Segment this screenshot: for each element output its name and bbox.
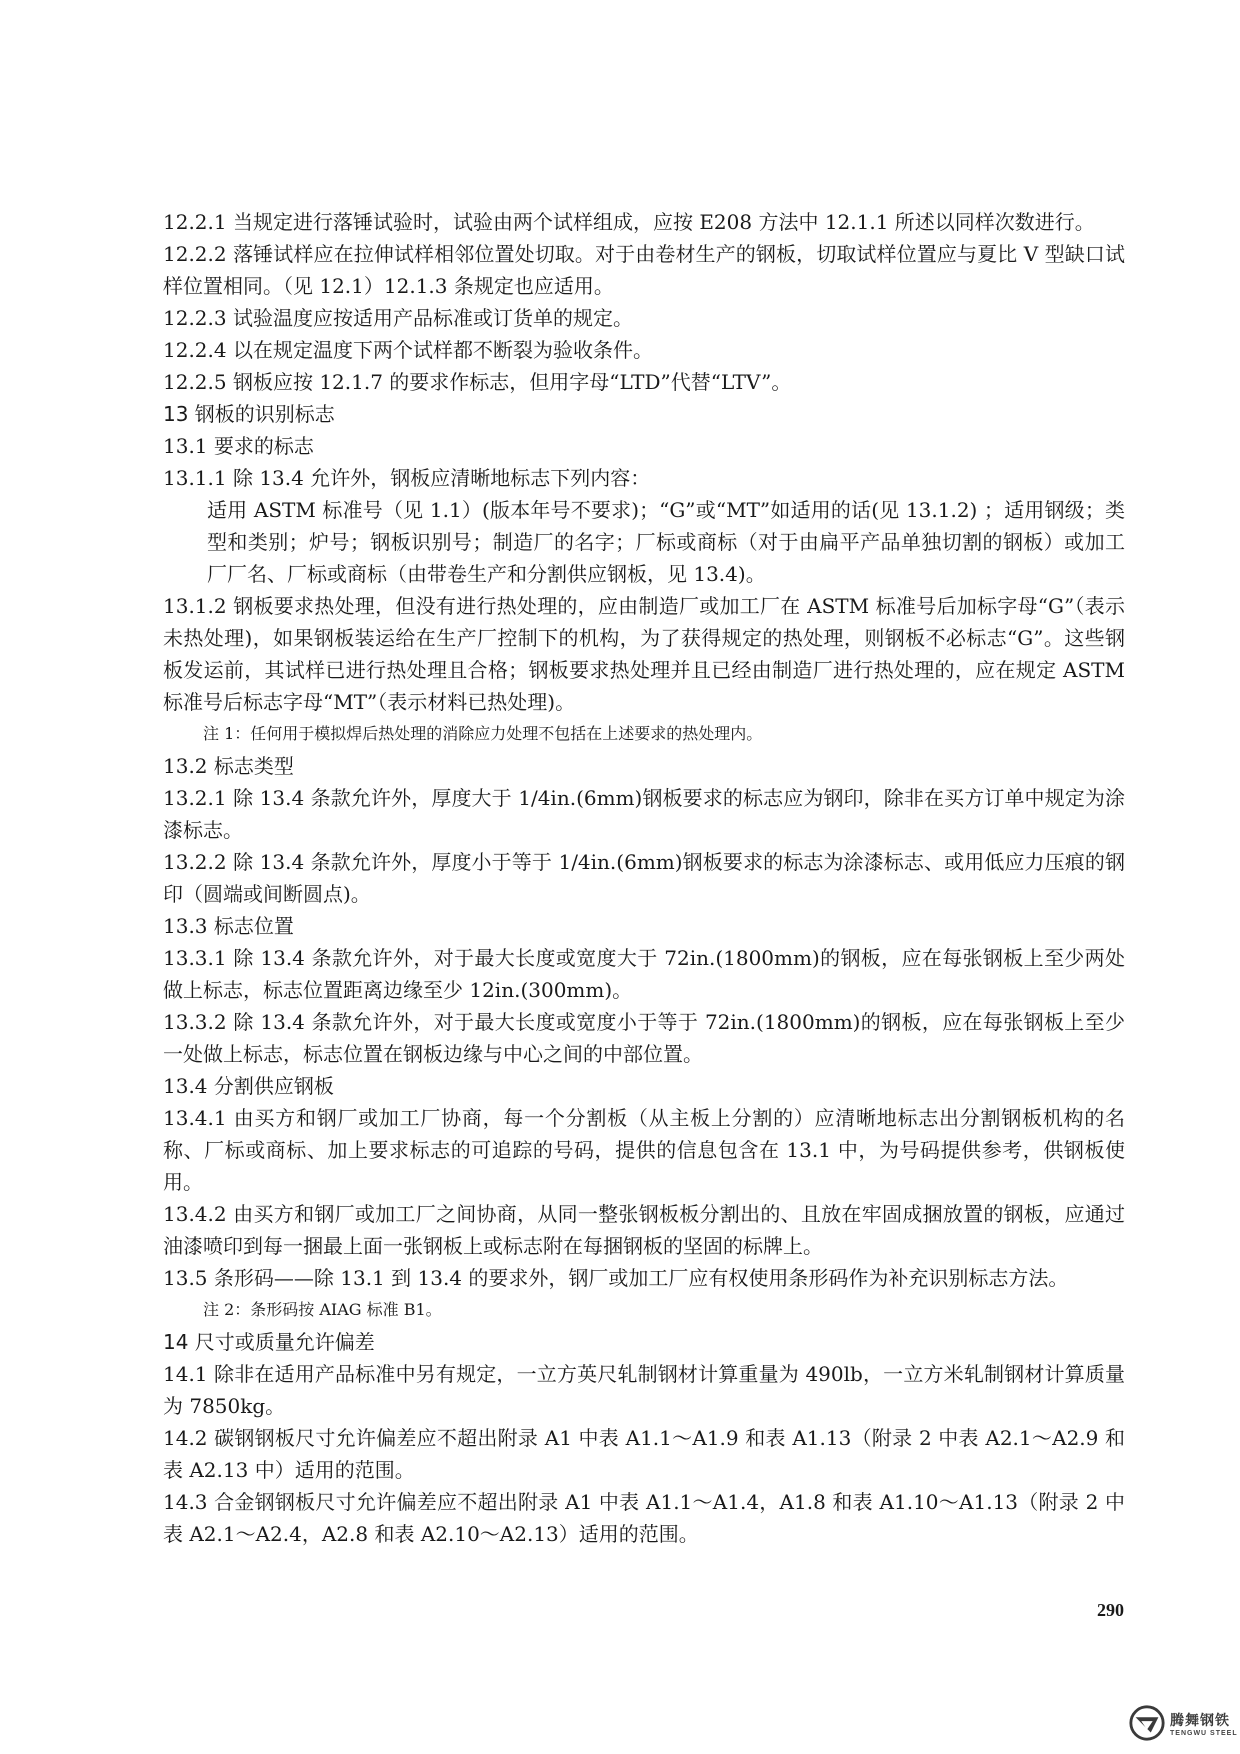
clause-13-2-1: 13.2.1 除 13.4 条款允许外，厚度大于 1/4in.(6mm)钢板要求的标志应为钢印，除非在买方订单中规定为涂漆标志。 <box>163 786 1125 842</box>
clause-13-1-1: 13.1.1 除 13.4 允许外，钢板应清晰地标志下列内容： <box>163 466 651 490</box>
clause-13-3: 13.3 标志位置 <box>163 914 294 938</box>
clause-13-2: 13.2 标志类型 <box>163 754 294 778</box>
page-number: 290 <box>1097 1600 1124 1620</box>
clause-13-1: 13.1 要求的标志 <box>163 434 314 458</box>
clause-12-2-4: 12.2.4 以在规定温度下两个试样都不断裂为验收条件。 <box>163 338 653 362</box>
logo-chinese-name: 腾舞钢铁 <box>1170 1712 1230 1729</box>
clause-13-5: 13.5 条形码——除 13.1 到 13.4 的要求外，钢厂或加工厂应有权使用条形码作为补充识别标志方法。 <box>163 1266 1069 1290</box>
note-2: 注 2：条形码按 AIAG 标准 B1。 <box>203 1300 442 1319</box>
section-heading-14: 14 尺寸或质量允许偏差 <box>163 1330 375 1354</box>
clause-13-3-1: 13.3.1 除 13.4 条款允许外，对于最大长度或宽度大于 72in.(1800mm)的钢板，应在每张钢板上至少两处做上标志，标志位置距离边缘至少 12in.(300mm)。 <box>163 946 1125 1002</box>
clause-14-3: 14.3 合金钢钢板尺寸允许偏差应不超出附录 A1 中表 A1.1～A1.4，A1.8 和表 A1.10～A1.13（附录 2 中表 A2.1～A2.4，A2.8 和表 A2.10～A2.13）适用的范围。 <box>163 1490 1125 1546</box>
section-heading-13: 13 钢板的识别标志 <box>163 402 335 426</box>
clause-13-4-1: 13.4.1 由买方和钢厂或加工厂协商，每一个分割板（从主板上分割的）应清晰地标志出分割钢板机构的名称、厂标或商标、加上要求标志的可追踪的号码，提供的信息包含在 13.1 中，为号码提供参考，供钢板使用。 <box>163 1106 1125 1194</box>
note-1: 注 1：任何用于模拟焊后热处理的消除应力处理不包括在上述要求的热处理内。 <box>203 724 763 743</box>
clause-13-2-2: 13.2.2 除 13.4 条款允许外，厚度小于等于 1/4in.(6mm)钢板要求的标志为涂漆标志、或用低应力压痕的钢印（圆端或间断圆点)。 <box>163 850 1125 906</box>
clause-12-2-5: 12.2.5 钢板应按 12.1.7 的要求作标志，但用字母“LTD”代替“LTV”。 <box>163 370 792 394</box>
clause-14-2: 14.2 碳钢钢板尺寸允许偏差应不超出附录 A1 中表 A1.1～A1.9 和表 A1.13（附录 2 中表 A2.1～A2.9 和表 A2.13 中）适用的范围。 <box>163 1426 1125 1482</box>
tengwu-logo-icon <box>1128 1704 1166 1746</box>
brand-logo <box>1128 1700 1240 1750</box>
clause-13-4-2: 13.4.2 由买方和钢厂或加工厂之间协商，从同一整张钢板板分割出的、且放在牢固成捆放置的钢板，应通过油漆喷印到每一捆最上面一张钢板上或标志附在每捆钢板的坚固的标牌上。 <box>163 1202 1125 1258</box>
clause-12-2-3: 12.2.3 试验温度应按适用产品标准或订货单的规定。 <box>163 306 633 330</box>
clause-13-3-2: 13.3.2 除 13.4 条款允许外，对于最大长度或宽度小于等于 72in.(1800mm)的钢板，应在每张钢板上至少一处做上标志，标志位置在钢板边缘与中心之间的中部位置。 <box>163 1010 1125 1066</box>
clause-13-1-1-body: 适用 ASTM 标准号（见 1.1）(版本年号不要求)；“G”或“MT”如适用的话(见 13.1.2) ；适用钢级；类型和类别；炉号；钢板识别号；制造厂的名字；厂标或商标（对于由扁平产品单独切割的钢板）或加工厂厂名、厂标或商标（由带卷生产和分割供应钢板，见 13.4)。 <box>207 498 1125 586</box>
clause-14-1: 14.1 除非在适用产品标准中另有规定，一立方英尺轧制钢材计算重量为 490lb，一立方米轧制钢材计算质量为 7850kg。 <box>163 1362 1125 1418</box>
document-body <box>163 206 1125 1550</box>
clause-13-4: 13.4 分割供应钢板 <box>163 1074 334 1098</box>
clause-12-2-1: 12.2.1 当规定进行落锤试验时，试验由两个试样组成，应按 E208 方法中 12.1.1 所述以同样次数进行。 <box>163 210 1095 234</box>
logo-english-name: TENGWU STEEL <box>1170 1729 1238 1737</box>
clause-13-1-2: 13.1.2 钢板要求热处理，但没有进行热处理的，应由制造厂或加工厂在 ASTM 标准号后加标字母“G”（表示未热处理)，如果钢板装运给在生产厂控制下的机构，为了获得规定的热处理，则钢板不必标志“G”。这些钢板发运前，其试样已进行热处理且合格；钢板要求热处理并且已经由制造厂进行热处理的，应在规定 ASTM 标准号后标志字母“MT”（表示材料已热处理)。 <box>163 594 1125 714</box>
clause-12-2-2: 12.2.2 落锤试样应在拉伸试样相邻位置处切取。对于由卷材生产的钢板，切取试样位置应与夏比 V 型缺口试样位置相同。（见 12.1）12.1.3 条规定也应适用。 <box>163 242 1125 298</box>
